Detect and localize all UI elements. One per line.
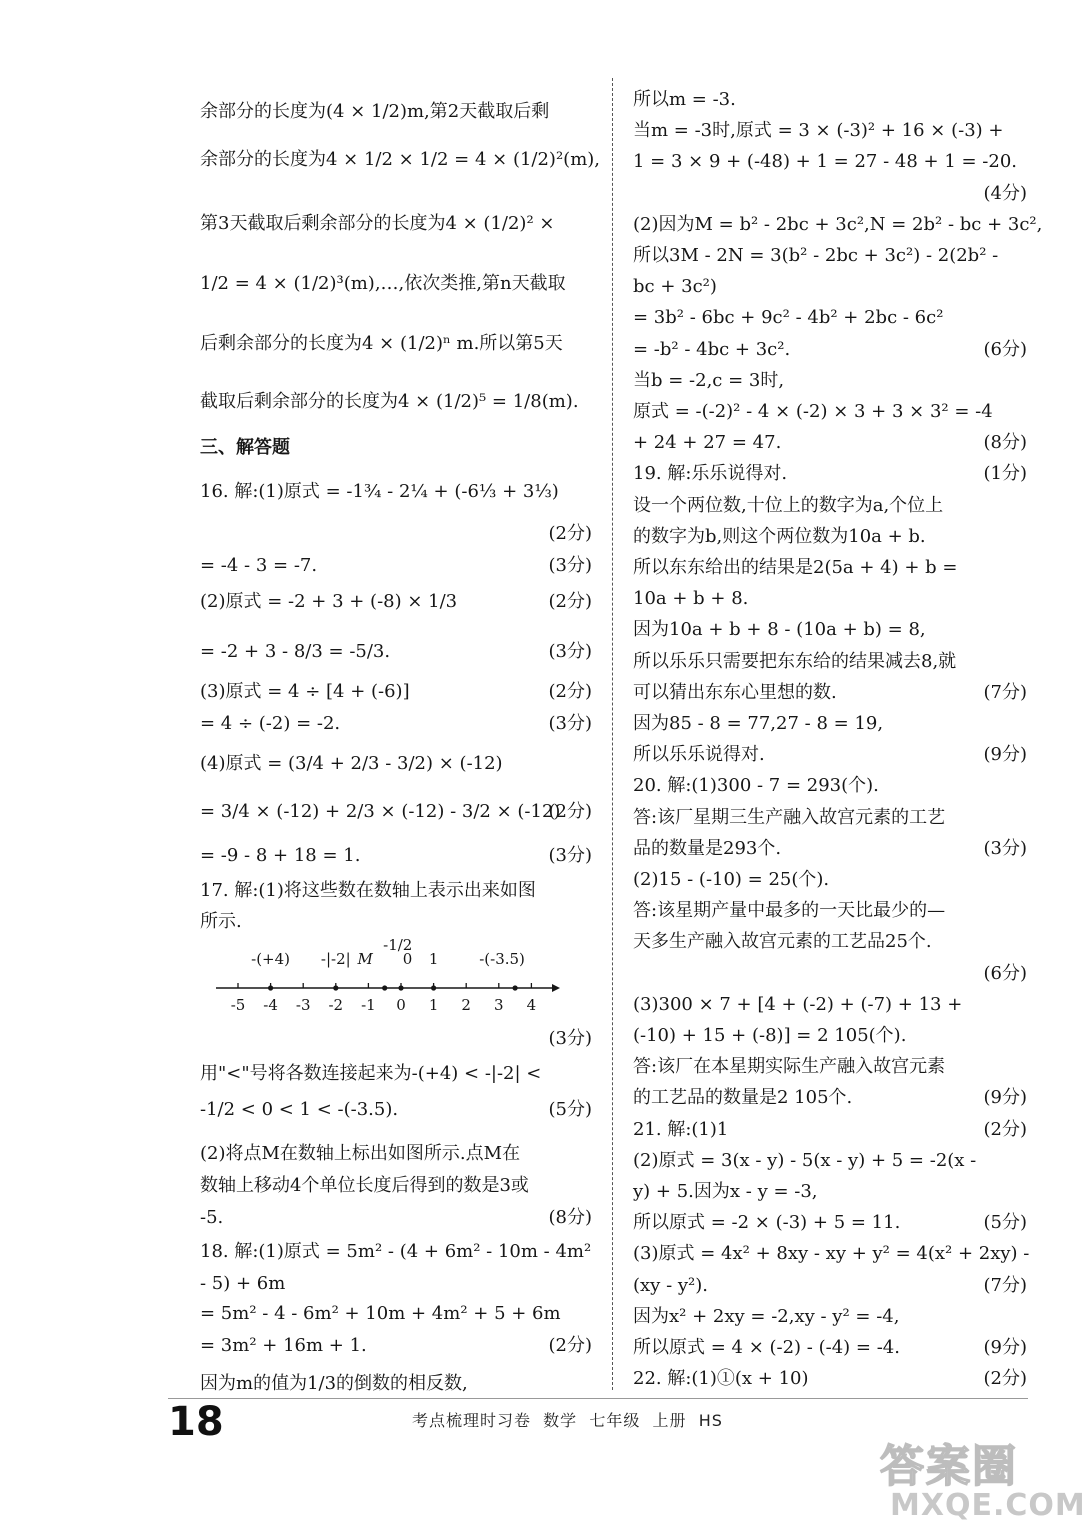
point-m-label: M [357, 950, 373, 968]
answer-line [633, 1207, 1027, 1238]
answer-line [200, 144, 601, 175]
answer-line [633, 1238, 1030, 1269]
answer-line [200, 1202, 592, 1233]
number-line-point-label: -(-3.5) [479, 950, 525, 968]
number-line-tick-label: 0 [396, 996, 406, 1014]
number-line-tick-label: -4 [263, 996, 278, 1014]
score-mark: (5分) [548, 1099, 592, 1120]
answer-line [633, 926, 1027, 957]
answer-line [633, 240, 1027, 271]
line-text: 22. 解:(1)①(x + 10) [633, 1368, 809, 1390]
answer-line [200, 208, 592, 239]
answer-line [633, 365, 1027, 396]
answer-line [200, 1268, 592, 1299]
answer-line [633, 646, 1027, 677]
answer-line [200, 1170, 592, 1201]
line-text: = 4 ÷ (-2) = -2. [200, 713, 341, 734]
answer-line [633, 583, 1027, 614]
answer-line [633, 1176, 1027, 1207]
answer-line [200, 1138, 592, 1169]
score-mark: (2分) [548, 523, 592, 544]
answer-line [633, 958, 1027, 989]
answer-line [200, 875, 592, 906]
line-text: (xy - y²). [633, 1274, 708, 1296]
line-text: 答:该厂星期三生产融入故宫元素的工艺 [633, 806, 946, 828]
number-line-point [333, 985, 338, 990]
answer-line [633, 178, 1027, 209]
number-line-tick-label: -2 [328, 996, 344, 1014]
score-mark: (9分) [983, 1087, 1027, 1109]
answer-line [633, 677, 1027, 708]
answer-line [200, 328, 592, 359]
answer-line [200, 1330, 592, 1361]
number-line-point [398, 985, 403, 990]
line-text: 因为m的值为1/3的倒数的相反数, [200, 1373, 468, 1394]
number-line-tick-label: -1 [361, 996, 376, 1014]
answer-line [200, 748, 592, 779]
answer-line [633, 1020, 1027, 1051]
line-text: (2)15 - (-10) = 25(个). [633, 869, 830, 890]
answer-line [633, 209, 1043, 240]
answer-line [633, 396, 1027, 427]
line-text: 品的数量是293个. [633, 837, 782, 859]
answer-line [633, 1270, 1027, 1301]
line-text: (2)原式 = 3(x - y) - 5(x - y) + 5 = -2(x - [633, 1149, 977, 1171]
number-line-point-label: 1 [428, 950, 439, 968]
number-line-point [268, 985, 273, 990]
answer-line [200, 432, 592, 463]
line-text: = 3/4 × (-12) + 2/3 × (-12) - 3/2 × (-12) [200, 801, 561, 822]
line-text: 第3天截取后剩余部分的长度为4 × (1/2)² × [200, 213, 555, 234]
line-text: 16. 解:(1)原式 = -1¾ - 2¼ + (-6⅓ + 3⅓) [200, 481, 559, 502]
score-mark: (2分) [548, 681, 592, 702]
line-text: (2)因为M = b² - 2bc + 3c²,N = 2b² - bc + 3c², [633, 213, 1043, 235]
number-line-figure [200, 936, 592, 1016]
line-text: (4)原式 = (3/4 + 2/3 - 3/2) × (-12) [200, 753, 503, 774]
answer-line [633, 458, 1027, 489]
line-text: -1/2 < 0 < 1 < -(-3.5). [200, 1099, 399, 1120]
score-mark: (8分) [983, 432, 1027, 454]
line-text: -5. [200, 1207, 224, 1228]
number-line-point [382, 985, 387, 990]
answer-line [633, 146, 1027, 177]
answer-line [200, 676, 592, 707]
line-text: (-10) + 15 + (-8)] = 2 105(个). [633, 1025, 907, 1046]
line-text: 截取后剩余部分的长度为4 × (1/2)⁵ = 1/8(m). [200, 391, 579, 412]
answer-line [200, 518, 592, 549]
answer-line [200, 1058, 592, 1089]
answer-line [633, 552, 1027, 583]
answer-line [633, 427, 1027, 458]
answer-line [200, 386, 592, 417]
line-text: bc + 3c²) [633, 276, 717, 298]
footer-rule [168, 1398, 1028, 1399]
line-text: + 24 + 27 = 47. [633, 432, 782, 454]
answer-line [200, 1368, 592, 1399]
line-text: 因为10a + b + 8 - (10a + b) = 8, [633, 619, 926, 641]
score-mark: (4分) [983, 182, 1027, 204]
line-text: 可以猜出东东心里想的数. [633, 681, 837, 703]
answer-line [200, 1094, 592, 1125]
line-text: = 5m² - 4 - 6m² + 10m + 4m² + 5 + 6m [200, 1303, 561, 1324]
answer-line [633, 1051, 1027, 1082]
answer-line [200, 476, 592, 507]
line-text: 当m = -3时,原式 = 3 × (-3)² + 16 × (-3) + [633, 120, 1004, 142]
line-text: 后剩余部分的长度为4 × (1/2)ⁿ m.所以第5天 [200, 333, 563, 354]
line-text: 天多生产融入故宫元素的工艺品25个. [633, 931, 932, 953]
line-text: y) + 5.因为x - y = -3, [633, 1181, 818, 1202]
score-mark: (6分) [983, 962, 1027, 984]
line-text: 设一个两位数,十位上的数字为a,个位上 [633, 494, 944, 516]
answer-line [200, 708, 592, 739]
score-mark: (3分) [548, 845, 592, 866]
number-line-tick-label: 4 [526, 996, 537, 1014]
number-line-tick-label: -3 [295, 996, 311, 1014]
score-mark: (5分) [983, 1212, 1027, 1234]
score-mark: (2分) [548, 1335, 592, 1356]
answer-line [633, 1145, 1027, 1176]
answer-line [200, 796, 592, 827]
score-mark: (1分) [983, 463, 1027, 485]
score-mark: (3分) [548, 713, 592, 734]
line-text: (2)将点M在数轴上标出如图所示.点M在 [200, 1143, 521, 1164]
score-mark: (6分) [983, 338, 1027, 360]
score-mark: (3分) [548, 555, 592, 576]
answer-line [200, 1298, 592, 1329]
answer-line [633, 1363, 1027, 1394]
line-text: 余部分的长度为4 × 1/2 × 1/2 = 4 × (1/2)²(m), [200, 149, 601, 170]
line-text: 余部分的长度为(4 × 1/2)m,第2天截取后剩 [200, 101, 550, 122]
score-mark: (2分) [983, 1368, 1027, 1390]
line-text: 18. 解:(1)原式 = 5m² - (4 + 6m² - 10m - 4m² [200, 1241, 592, 1262]
answer-line [633, 334, 1027, 365]
answer-line [200, 586, 592, 617]
line-text: 因为85 - 8 = 77,27 - 8 = 19, [633, 713, 884, 734]
number-line-point-label: -|-2| [320, 950, 351, 968]
answer-line [633, 895, 1027, 926]
line-text: 所以3M - 2N = 3(b² - 2bc + 3c²) - 2(2b² - [633, 245, 999, 266]
answer-line [633, 84, 1027, 115]
page-number: 18 [168, 1399, 224, 1445]
score-mark: (7分) [983, 681, 1027, 703]
line-text: = -2 + 3 - 8/3 = -5/3. [200, 641, 391, 662]
answer-line [200, 1023, 592, 1054]
answer-line [633, 271, 1027, 302]
score-mark: (3分) [548, 641, 592, 662]
score-mark: (9分) [983, 744, 1027, 766]
score-mark: (2分) [983, 1118, 1027, 1140]
score-mark: (8分) [548, 1207, 592, 1228]
score-mark: (2分) [548, 591, 592, 612]
answer-line [200, 636, 592, 667]
watermark-text-en: MXQE.COM [890, 1488, 1086, 1523]
score-mark: (9分) [983, 1337, 1027, 1358]
answer-line [633, 1082, 1027, 1113]
line-text: 答:该厂在本星期实际生产融入故宫元素 [633, 1056, 946, 1078]
number-line-point-label: -(+4) [251, 950, 291, 968]
answer-line [633, 521, 1027, 552]
answer-line [200, 906, 592, 937]
line-text: 所以m = -3. [633, 89, 736, 110]
line-text: 的工艺品的数量是2 105个. [633, 1087, 853, 1109]
line-text: 所以东东给出的结果是2(5a + 4) + b = [633, 557, 958, 578]
line-text: 所以乐乐说得对. [633, 744, 765, 766]
line-text: = -b² - 4bc + 3c². [633, 338, 791, 360]
line-text: = 3b² - 6bc + 9c² - 4b² + 2bc - 6c² [633, 307, 944, 329]
number-line-svg [200, 936, 592, 1016]
number-line-tick-label: -5 [230, 996, 246, 1014]
line-text: 所以原式 = -2 × (-3) + 5 = 11. [633, 1212, 901, 1234]
answer-line [633, 1301, 1027, 1332]
number-line-tick-label: 2 [461, 996, 471, 1014]
score-mark: (3分) [983, 837, 1027, 859]
line-text: 所以乐乐只需要把东东给的结果减去8,就 [633, 650, 957, 672]
line-text: 10a + b + 8. [633, 588, 749, 610]
score-mark: (2分) [548, 801, 592, 822]
line-text: 因为x² + 2xy = -2,xy - y² = -4, [633, 1305, 900, 1327]
column-divider [612, 78, 613, 1390]
line-text: (3)原式 = 4x² + 8xy - xy + y² = 4(x² + 2xy) - [633, 1243, 1030, 1265]
watermark-text-cn: 答案圈 [880, 1441, 1018, 1492]
answer-line [633, 864, 1027, 895]
line-text: 17. 解:(1)将这些数在数轴上表示出来如图 [200, 880, 536, 901]
line-text: = -4 - 3 = -7. [200, 555, 318, 576]
line-text: 所以原式 = 4 × (-2) - (-4) = -4. [633, 1337, 900, 1358]
number-line-tick-label: 3 [494, 996, 504, 1014]
line-text: (3)原式 = 4 ÷ [4 + (-6)] [200, 681, 410, 702]
number-line-arrow [552, 984, 560, 992]
line-text: 所示. [200, 911, 242, 932]
answer-line [633, 302, 1027, 333]
answer-line [200, 96, 592, 127]
line-text: 三、解答题 [200, 437, 290, 458]
answer-line [633, 989, 1027, 1020]
line-text: - 5) + 6m [200, 1273, 286, 1294]
score-mark: (3分) [548, 1028, 592, 1049]
answer-line [633, 739, 1027, 770]
answer-line [633, 802, 1027, 833]
number-line-point [431, 985, 436, 990]
line-text: = -9 - 8 + 18 = 1. [200, 845, 361, 866]
number-line-point-label: 0 [402, 950, 413, 968]
line-text: 当b = -2,c = 3时, [633, 369, 785, 391]
watermark-logo [870, 1430, 1086, 1530]
number-line-point [513, 985, 518, 990]
answer-line [633, 833, 1027, 864]
footer-title: 考点梳理时习卷 数学 七年级 上册 HS [412, 1411, 723, 1430]
answer-line [200, 1236, 592, 1267]
answer-line [633, 490, 1027, 521]
answer-line [633, 115, 1027, 146]
line-text: 的数字为b,则这个两位数为10a + b. [633, 525, 926, 547]
answer-line [200, 550, 592, 581]
line-text: 20. 解:(1)300 - 7 = 293(个). [633, 775, 879, 797]
number-line-point-label: -1/2 [383, 936, 413, 954]
line-text: 1/2 = 4 × (1/2)³(m),…,依次类推,第n天截取 [200, 273, 566, 294]
answer-line [200, 268, 592, 299]
line-text: = 3m² + 16m + 1. [200, 1335, 367, 1356]
line-text: 21. 解:(1)1 [633, 1118, 729, 1140]
line-text: 数轴上移动4个单位长度后得到的数是3或 [200, 1175, 529, 1196]
line-text: 用"<"号将各数连接起来为-(+4) < -|-2| < [200, 1063, 542, 1084]
answer-line [633, 770, 1027, 801]
answer-line [633, 1332, 1027, 1363]
line-text: (2)原式 = -2 + 3 + (-8) × 1/3 [200, 591, 458, 612]
answer-line [200, 840, 592, 871]
line-text: (3)300 × 7 + [4 + (-2) + (-7) + 13 + [633, 993, 963, 1015]
line-text: 1 = 3 × 9 + (-48) + 1 = 27 - 48 + 1 = -20. [633, 151, 1018, 173]
score-mark: (7分) [983, 1274, 1027, 1296]
answer-line [633, 614, 1027, 645]
answer-line [633, 1114, 1027, 1145]
line-text: 答:该星期产量中最多的一天比最少的— [633, 900, 946, 922]
line-text: 原式 = -(-2)² - 4 × (-2) × 3 + 3 × 3² = -4 [633, 401, 993, 422]
answer-line [633, 708, 1027, 739]
number-line-tick-label: 1 [428, 996, 439, 1014]
line-text: 19. 解:乐乐说得对. [633, 463, 788, 485]
